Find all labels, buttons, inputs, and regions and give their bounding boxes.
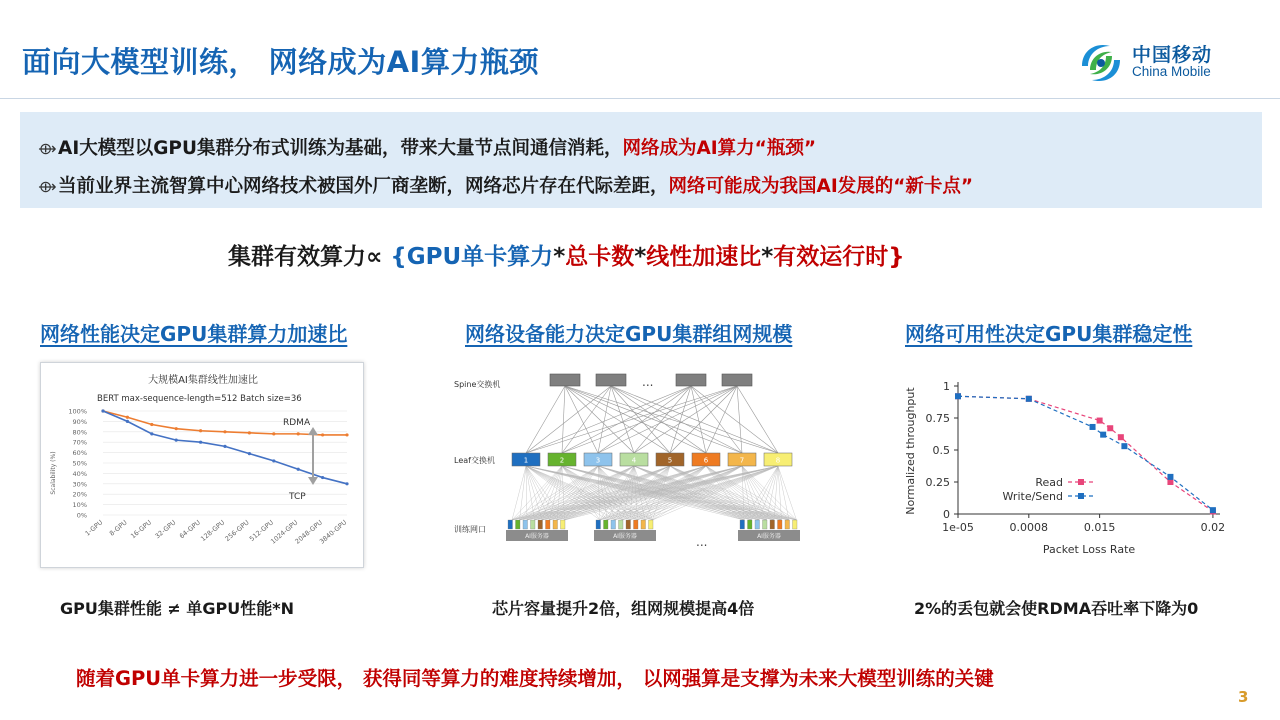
spine-leaf-link — [737, 386, 742, 453]
chart-ylabel: Normalized throughput — [904, 387, 917, 515]
data-point-write-send — [1100, 432, 1106, 438]
data-point-tcp — [272, 459, 275, 462]
training-port — [793, 520, 798, 529]
caption-availability: 2%的丢包就会使RDMA吞吐率下降为0 — [914, 599, 1199, 618]
legend-marker — [1078, 479, 1084, 485]
x-tick-label: 256-GPU — [223, 518, 251, 543]
x-tick-label: 32-GPU — [153, 518, 178, 541]
training-port — [538, 520, 543, 529]
y-tick-label: 80% — [72, 428, 87, 437]
data-point-tcp — [321, 476, 324, 479]
page-title: 面向大模型训练， 网络成为AI算力瓶颈 — [22, 45, 539, 79]
data-point-read — [1118, 434, 1124, 440]
scalability-chart-svg — [41, 363, 365, 569]
x-tick-label: 2048-GPU — [293, 518, 324, 546]
china-mobile-logo-icon — [1074, 36, 1128, 90]
series-line-write-send — [958, 396, 1213, 510]
training-port — [531, 520, 536, 529]
spine-ellipsis: ... — [642, 375, 654, 389]
legend-label: Write/Send — [1002, 490, 1063, 503]
formula-close: } — [888, 244, 905, 270]
throughput-chart-svg — [890, 362, 1250, 568]
formula-prefix: 集群有效算力∝ — [228, 244, 383, 270]
data-point-tcp — [223, 445, 226, 448]
bullet-arrow-icon: ⟴ — [38, 139, 57, 158]
data-point-rdma — [223, 430, 226, 433]
data-point-rdma — [199, 429, 202, 432]
bullet-1-text: AI大模型以GPU集群分布式训练为基础，带来大量节点间通信消耗， — [58, 138, 623, 159]
header-divider — [0, 98, 1280, 99]
bullet-2-highlight: 网络可能成为我国AI发展的“新卡点” — [668, 176, 974, 197]
leaf-switch-number: 2 — [559, 456, 565, 465]
caption-performance: GPU集群性能 ≠ 单GPU性能*N — [60, 599, 295, 618]
leaf-switch-number: 1 — [523, 456, 529, 465]
spine-switch — [550, 374, 580, 386]
spine-leaf-link — [737, 386, 778, 453]
y-tick-label: 70% — [72, 438, 87, 447]
data-point-read — [1107, 425, 1113, 431]
training-port — [611, 520, 616, 529]
spine-leaf-link — [670, 386, 691, 453]
x-tick-label: 0.015 — [1083, 521, 1116, 534]
training-port — [785, 520, 790, 529]
x-tick-label: 1-GPU — [83, 518, 105, 538]
data-point-write-send — [1090, 424, 1096, 430]
training-port — [641, 520, 646, 529]
spine-switch — [676, 374, 706, 386]
y-tick-label: 20% — [72, 490, 87, 499]
conclusion-text: 随着GPU单卡算力进一步受限， 获得同等算力的难度持续增加， 以网强算是支撑为未来大模型训练的关键 — [76, 667, 994, 690]
leaf-switch-number: 8 — [775, 456, 781, 465]
bullet-1 — [38, 134, 816, 160]
training-port — [649, 520, 654, 529]
y-tick-label: 0.5 — [932, 444, 950, 457]
training-port — [763, 520, 768, 529]
leaf-switch-number: 4 — [631, 456, 637, 465]
bullet-1-highlight: 网络成为AI算力“瓶颈” — [622, 138, 817, 159]
data-point-read — [1097, 418, 1103, 424]
spine-leaf-link — [611, 386, 670, 453]
spine-leaf-link — [565, 386, 742, 453]
training-port — [619, 520, 624, 529]
formula-part-2: 总卡数 — [565, 244, 635, 270]
scalability-chart — [40, 362, 364, 568]
training-port — [604, 520, 609, 529]
formula-star-1: * — [553, 244, 566, 270]
logo-text-cn: 中国移动 — [1132, 44, 1213, 66]
x-tick-label: 16-GPU — [129, 518, 154, 541]
china-mobile-logo — [1074, 34, 1244, 92]
y-tick-label: 90% — [72, 417, 87, 426]
data-point-rdma — [297, 432, 300, 435]
x-tick-label: 8-GPU — [107, 518, 129, 538]
bullet-2 — [38, 172, 973, 198]
spine-leaf-link — [526, 386, 691, 453]
data-point-rdma — [150, 423, 153, 426]
x-tick-label: 0.0008 — [1009, 521, 1049, 534]
spine-leaf-link — [526, 386, 611, 453]
chart-title: 大规模AI集群线性加速比 — [148, 375, 258, 386]
spine-leaf-link — [611, 386, 706, 453]
logo-text-en: China Mobile — [1132, 64, 1211, 79]
formula-star-3: * — [761, 244, 774, 270]
spine-leaf-link — [634, 386, 691, 453]
legend-tcp: TCP — [289, 492, 306, 502]
training-port — [596, 520, 601, 529]
ai-server-label: AI服务器 — [525, 533, 549, 540]
training-port — [508, 520, 513, 529]
training-port — [634, 520, 639, 529]
data-point-write-send — [1121, 443, 1127, 449]
data-point-tcp — [345, 482, 348, 485]
training-port — [770, 520, 775, 529]
y-tick-label: 40% — [72, 469, 87, 478]
data-point-rdma — [126, 416, 129, 419]
spine-leaf-link — [565, 386, 634, 453]
formula-star-2: * — [634, 244, 647, 270]
spine-leaf-link — [526, 386, 565, 453]
chart-subtitle: BERT max-sequence-length=512 Batch size=36 — [97, 394, 302, 404]
page-number: 3 — [1238, 688, 1249, 706]
y-tick-label: 30% — [72, 480, 87, 489]
leaf-switch-number: 3 — [595, 456, 601, 465]
training-port — [553, 520, 558, 529]
data-point-read — [1167, 479, 1173, 485]
training-port — [778, 520, 783, 529]
legend-rdma: RDMA — [283, 418, 311, 428]
y-tick-label: 60% — [72, 449, 87, 458]
section-title-scale: 网络设备能力决定GPU集群组网规模 — [465, 322, 793, 346]
throughput-chart — [890, 362, 1250, 568]
legend-label: Read — [1035, 476, 1063, 489]
spine-switch — [722, 374, 752, 386]
section-title-availability: 网络可用性决定GPU集群稳定性 — [905, 322, 1193, 346]
spine-leaf-link — [562, 386, 565, 453]
ai-server-label: AI服务器 — [757, 533, 781, 540]
server-ellipsis: ... — [696, 535, 708, 549]
training-port — [748, 520, 753, 529]
training-port — [561, 520, 566, 529]
y-tick-label: 1 — [943, 380, 950, 393]
key-points-banner — [20, 112, 1262, 208]
y-tick-label: 0.75 — [925, 412, 950, 425]
formula-part-1: GPU单卡算力 — [406, 244, 554, 270]
x-tick-label: 64-GPU — [177, 518, 202, 541]
spine-label: Spine交换机 — [454, 380, 501, 389]
y-tick-label: 0 — [943, 508, 950, 521]
ai-server-label: AI服务器 — [613, 533, 637, 540]
y-tick-label: 10% — [72, 501, 87, 510]
train-port-label: 训练网口 — [454, 525, 486, 534]
leaf-port-link — [608, 466, 779, 520]
caption-scale: 芯片容量提升2倍，组网规模提高4倍 — [492, 599, 755, 618]
data-point-write-send — [1026, 396, 1032, 402]
data-point-tcp — [248, 452, 251, 455]
data-point-rdma — [175, 427, 178, 430]
data-point-write-send — [955, 393, 961, 399]
leaf-port-link — [512, 466, 706, 520]
x-tick-label: 3840-GPU — [317, 518, 349, 546]
data-point-tcp — [297, 468, 300, 471]
legend-marker — [1078, 493, 1084, 499]
formula-open: { — [382, 244, 407, 270]
bullet-arrow-icon: ⟴ — [38, 177, 57, 196]
chart-ylabel: Scalability (%) — [50, 451, 57, 495]
gap-arrow-head-top — [308, 427, 318, 435]
spine-switch — [596, 374, 626, 386]
formula-part-4: 有效运行时 — [773, 244, 889, 270]
x-tick-label: 0.02 — [1200, 521, 1226, 534]
section-title-performance: 网络性能决定GPU集群算力加速比 — [40, 322, 348, 346]
x-tick-label: 1e-05 — [942, 521, 974, 534]
training-port — [755, 520, 760, 529]
training-port — [740, 520, 745, 529]
x-tick-label: 128-GPU — [199, 518, 227, 543]
training-port — [546, 520, 551, 529]
data-point-tcp — [101, 409, 104, 412]
formula-part-3: 线性加速比 — [646, 244, 762, 270]
x-tick-label: 512-GPU — [247, 518, 276, 543]
topology-svg — [446, 360, 818, 560]
spine-leaf-link — [526, 386, 737, 453]
compute-formula — [228, 238, 905, 271]
leaf-switch-number: 5 — [667, 456, 673, 465]
data-point-rdma — [345, 433, 348, 436]
series-line-read — [958, 396, 1213, 511]
y-tick-label: 0.25 — [925, 476, 950, 489]
leaf-port-link — [512, 466, 526, 520]
training-port — [523, 520, 528, 529]
y-tick-label: 100% — [68, 407, 87, 416]
network-topology-diagram — [446, 360, 818, 560]
leaf-label: Leaf交换机 — [454, 456, 495, 465]
data-point-tcp — [150, 432, 153, 435]
bullet-2-text: 当前业界主流智算中心网络技术被国外厂商垄断，网络芯片存在代际差距， — [58, 176, 669, 197]
y-tick-label: 0% — [76, 511, 87, 520]
leaf-switch-number: 7 — [739, 456, 745, 465]
data-point-tcp — [175, 439, 178, 442]
leaf-port-link — [565, 466, 599, 520]
chart-xlabel: Packet Loss Rate — [1042, 543, 1136, 556]
data-point-rdma — [272, 432, 275, 435]
y-tick-label: 50% — [72, 459, 87, 468]
training-port — [626, 520, 631, 529]
data-point-write-send — [1167, 474, 1173, 480]
data-point-write-send — [1210, 507, 1216, 513]
data-point-tcp — [126, 420, 129, 423]
data-point-rdma — [321, 433, 324, 436]
data-point-tcp — [199, 441, 202, 444]
data-point-rdma — [248, 431, 251, 434]
training-port — [516, 520, 521, 529]
leaf-switch-number: 6 — [703, 456, 709, 465]
leaf-port-link — [526, 466, 527, 520]
x-tick-label: 1024-GPU — [269, 518, 300, 546]
